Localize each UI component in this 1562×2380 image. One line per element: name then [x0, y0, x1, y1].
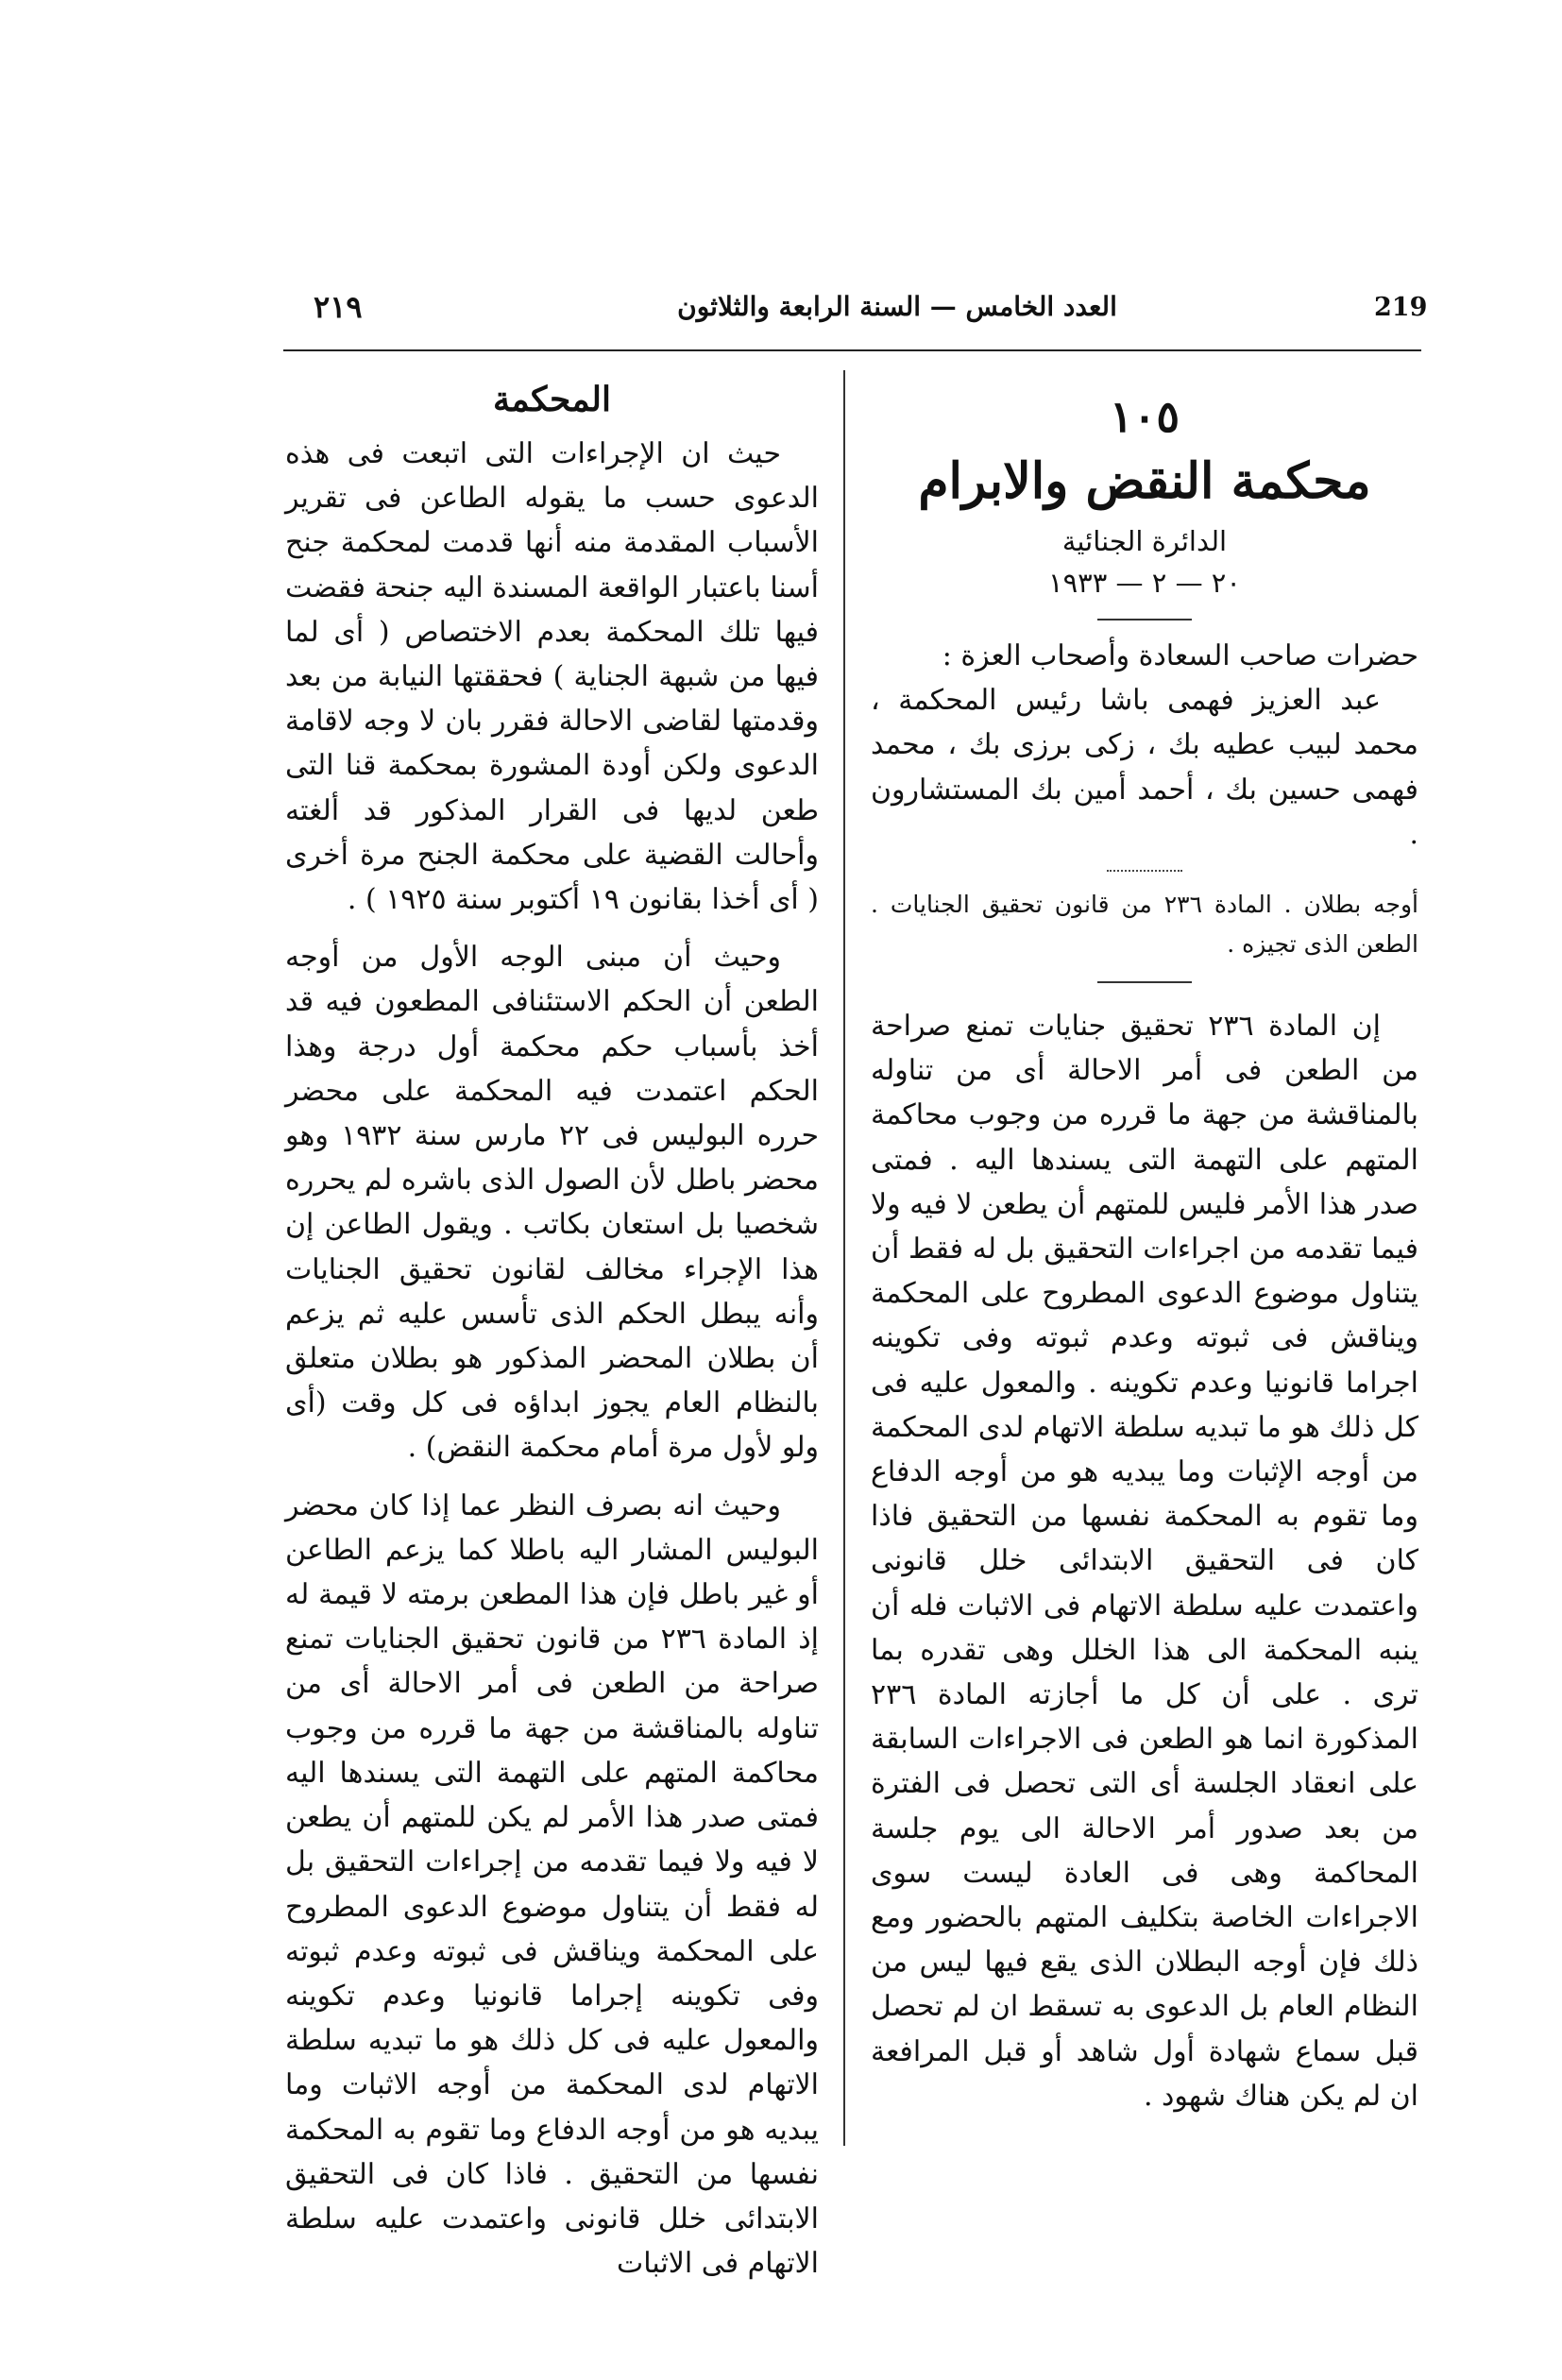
column-divider — [843, 370, 845, 2146]
dotted-divider — [1107, 870, 1182, 872]
divider-rule — [1097, 619, 1192, 620]
right-column — [871, 373, 1418, 2118]
left-column — [285, 373, 819, 2286]
header-title: العدد الخامس — السنة الرابعة والثلاثون — [677, 291, 1117, 322]
judgment-paragraph: حيث ان الإجراءات التى اتبعت فى هذه الدعوى حسب ما يقوله الطاعن فى تقرير الأسباب المقدمة منه أنها قدمت لمحكمة جنح أسنا باعتبار الواقعة المسندة اليه جنحة فقضت فيها تلك المحكمة بعدم الاختصاص ( أى لما فيها من شبهة الجناية ) فحققتها النيابة من بعد وقدمتها لقاضى الاحالة فقرر بان لا وجه لاقامة الدعوى ولكن أودة المشورة بمحكمة قنا التى طعن لديها فى القرار المذكور قد ألغته وأحالت القضية على محكمة الجنح مرة أخرى ( أى أخذا بقانون ١٩ أكتوبر سنة ١٩٢٥ ) . — [285, 437, 819, 917]
circuit-name: الدائرة الجنائية — [1061, 525, 1228, 557]
page-number-arabic: ٢١٩ — [314, 289, 363, 325]
judgment-title: المحكمة — [492, 380, 611, 419]
attendance-label: حضرات صاحب السعادة وأصحاب العزة : — [942, 639, 1418, 672]
headnote: أوجه بطلان . المادة ٢٣٦ من قانون تحقيق الجنايات . الطعن الذى تجيزه . — [871, 891, 1418, 959]
judgment-paragraph: وحيث انه بصرف النظر عما إذا كان محضر البوليس المشار اليه باطلا كما يزعم الطاعن أو غير باطل فإن هذا المطعن برمته لا قيمة له إذ المادة ٢٣٦ من قانون تحقيق الجنايات تمنع صراحة من الطعن فى أمر الاحالة أى من تناوله بالمناقشة من جهة ما قرره من وجوب محاكمة المتهم على التهمة التى يسندها اليه فمتى صدر هذا الأمر لم يكن للمتهم أن يطعن لا فيه ولا فيما تقدمه من إجراءات التحقيق بل له فقط أن يتناول موضوع الدعوى المطروح على المحكمة ويناقش فى ثبوته وعدم ثبوته وفى تكوينه إجراما قانونيا وعدم تكوينه والمعول عليه فى كل ذلك هو ما تبديه سلطة الاتهام لدى المحكمة من أوجه الاثبات وما يبديه هو من أوجه الدفاع وما تقوم به المحكمة نفسها من التحقيق . فاذا كان فى التحقيق الابتدائى خلل قانونى واعتمدت عليه سلطة الاتهام فى الاثبات — [285, 1488, 819, 2281]
legal-principle: إن المادة ٢٣٦ تحقيق جنايات تمنع صراحة من الطعن فى أمر الاحالة أى من تناوله بالمناقشة من جهة ما قرره من وجوب محاكمة المتهم على التهمة التى يسندها اليه . فمتى صدر هذا الأمر فليس للمتهم أن يطعن لا فيه ولا فيما تقدمه من اجراءات التحقيق بل له فقط أن يتناول موضوع الدعوى المطروح على المحكمة ويناقش فى ثبوته وعدم ثبوته وفى تكوينه اجراما قانونيا وعدم تكوينه . والمعول عليه فى كل ذلك هو ما تبديه سلطة الاتهام لدى المحكمة من أوجه الإثبات وما يبديه هو من أوجه الدفاع وما تقوم به المحكمة نفسها من التحقيق فاذا كان فى التحقيق الابتدائى خلل قانونى واعتمدت عليه سلطة الاتهام فى الاثبات فله أن ينبه المحكمة الى هذا الخلل وهى تقدره بما ترى . على أن كل ما أجازته المادة ٢٣٦ المذكورة انما هو الطعن فى الاجراءات السابقة على انعقاد الجلسة أى التى تحصل فى الفترة من بعد صدور أمر الاحالة الى يوم جلسة المحاكمة وهى فى العادة ليست سوى الاجراءات الخاصة بتكليف المتهم بالحضور ومع ذلك فإن أوجه البطلان الذى يقع فيها ليس من النظام العام بل الدعوى به تسقط ان لم تحصل قبل سماع شهادة أول شاهد أو قبل المرافعة ان لم يكن هناك شهود . — [871, 1010, 1418, 2113]
judgment-date: ٢٠ — ٢ — ١٩٣٣ — [1048, 567, 1241, 599]
running-header — [283, 281, 1428, 338]
judges-list: عبد العزيز فهمى باشا رئيس المحكمة ، محمد لبيب عطيه بك ، زكى برزى بك ، محمد فهمى حسين بك ، أحمد أمين بك المستشارون . — [871, 684, 1418, 851]
court-name: محكمة النقض والابرام — [918, 452, 1371, 510]
divider-rule — [1097, 981, 1192, 983]
judgment-paragraph: وحيث أن مبنى الوجه الأول من أوجه الطعن أن الحكم الاستئنافى المطعون فيه قد أخذ بأسباب حكم محكمة أول درجة وهذا الحكم اعتمدت فيه المحكمة على محضر حرره البوليس فى ٢٢ مارس سنة ١٩٣٢ وهو محضر باطل لأن الصول الذى باشره لم يحرره شخصيا بل استعان بكاتب . ويقول الطاعن إن هذا الإجراء مخالف لقانون تحقيق الجنايات وأنه يبطل الحكم الذى تأسس عليه ثم يزعم أن بطلان المحضر المذكور هو بطلان متعلق بالنظام العام يجوز ابداؤه فى كل وقت (أى ولو لأول مرة أمام محكمة النقض) . — [285, 941, 819, 1465]
header-rule — [283, 349, 1421, 351]
case-number: ١٠٥ — [1109, 391, 1180, 442]
page-number-latin: 219 — [1374, 293, 1428, 322]
